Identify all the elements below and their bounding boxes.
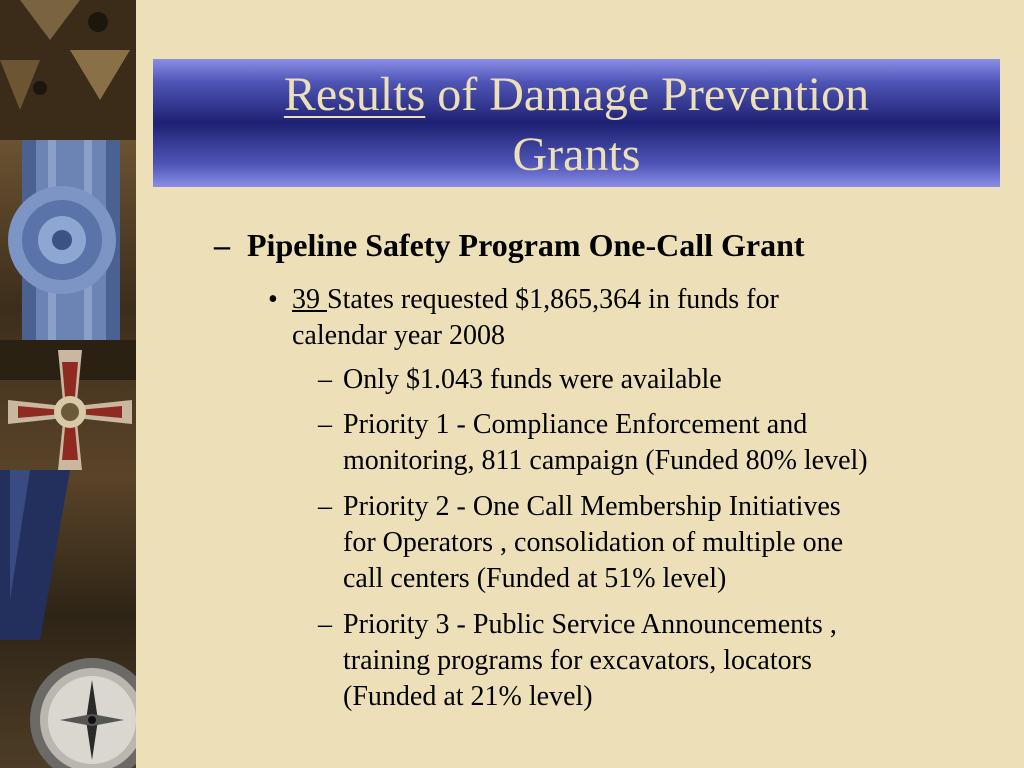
sub-item-4-line-1: Priority 3 - Public Service Announcements , [343, 609, 837, 640]
sub-item-3-line-1: Priority 2 - One Call Membership Initiatives [343, 491, 841, 522]
bullet-marker: • [268, 284, 278, 315]
sub-marker: – [318, 364, 332, 395]
sub-marker: – [318, 409, 332, 440]
title-text: of Damage Prevention [425, 68, 870, 121]
sub-marker: – [318, 491, 332, 522]
title-line-2: Grants [512, 128, 641, 181]
bullet-line-1 [292, 282, 779, 318]
bullet-line-2: calendar year 2008 [292, 320, 505, 351]
bullet-text: States requested $1,865,364 in funds for [327, 284, 779, 315]
sub-item-2-line-1: Priority 1 - Compliance Enforcement and [343, 409, 808, 440]
sub-item-2-line-2: monitoring, 811 campaign (Funded 80% level) [343, 445, 868, 476]
sub-item-3-line-2: for Operators , consolidation of multiple one [343, 527, 843, 558]
sub-item-1: Only $1.043 funds were available [343, 364, 722, 395]
section-heading: Pipeline Safety Program One-Call Grant [247, 227, 805, 263]
title-underlined-word: Results [283, 68, 426, 121]
sub-item-4-line-3: (Funded at 21% level) [343, 681, 593, 712]
sub-item-4-line-2: training programs for excavators, locators [343, 645, 812, 676]
sub-item-3-line-3: call centers (Funded at 51% level) [343, 563, 727, 594]
sub-marker: – [318, 609, 332, 640]
bullet-underlined-number: 39 [292, 284, 327, 315]
heading-marker: – [214, 227, 230, 263]
